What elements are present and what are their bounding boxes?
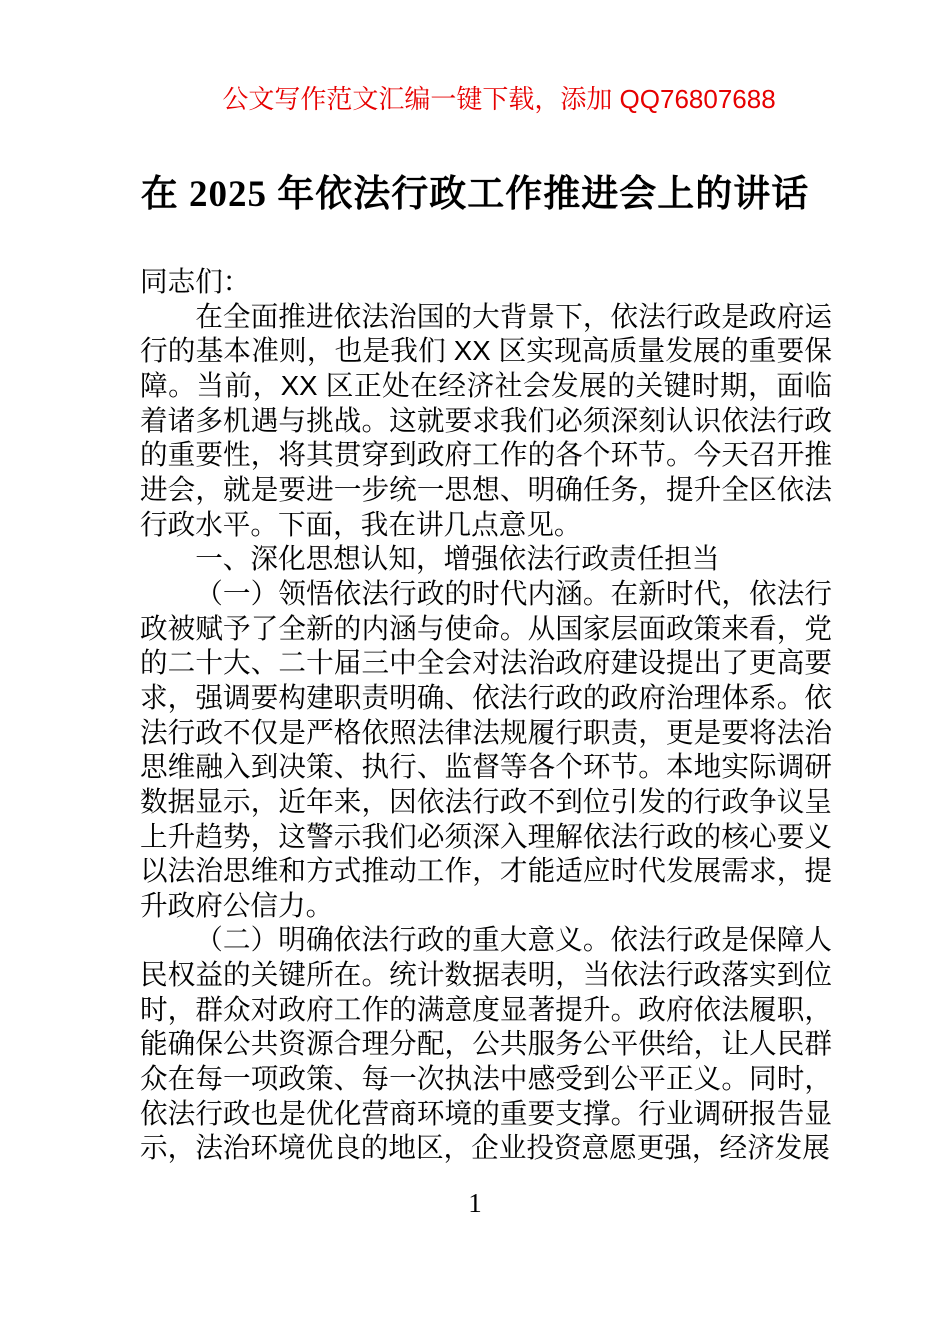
promo-banner-text: 公文写作范文汇编一键下载，添加 QQ76807688 [222,84,776,114]
document-body [140,265,832,1166]
section-heading-1: 一、深化思想认知，增强依法行政责任担当 [195,543,720,575]
paragraph-intro: 在全面推进依法治国的大背景下，依法行政是政府运行的基本准则，也是我们 XX 区实现高质量发展的重要保障。当前，XX 区正处在经济社会发展的关键时期，面临着诸多机遇与挑战。这就要求我们必须深刻认识依法行政的重要性，将其贯穿到政府工作的各个环节。今天召开推进会，就是要进一步统一思想、明确任务，提升全区依法行政水平。下面，我在讲几点意见。 [140,300,832,540]
document-title: 在 2025 年依法行政工作推进会上的讲话 [140,174,810,215]
page-number: 1 [468,1188,482,1218]
salutation: 同志们： [140,266,251,297]
paragraph-subsection-2: （二）明确依法行政的重大意义。依法行政是保障人民权益的关键所在。统计数据表明，当依法行政落实到位时，群众对政府工作的满意度显著提升。政府依法履职，能确保公共资源合理分配，公共服务公平供给，让人民群众在每一项政策、每一次执法中感受到公平正义。同时，依法行政也是优化营商环境的重要支撑。行业调研报告显示，法治环境优良的地区，企业投资意愿更强，经济发展 [140,924,832,1164]
paragraph-subsection-1: （一）领悟依法行政的时代内涵。在新时代，依法行政被赋予了全新的内涵与使命。从国家层面政策来看，党的二十大、二十届三中全会对法治政府建设提出了更高要求，强调要构建职责明确、依法行政的政府治理体系。依法行政不仅是严格依照法律法规履行职责，更是要将法治思维融入到决策、执行、监督等各个环节。本地实际调研数据显示，近年来，因依法行政不到位引发的行政争议呈上升趋势，这警示我们必须深入理解依法行政的核心要义以法治思维和方式推动工作，才能适应时代发展需求，提升政府公信力。 [140,577,832,921]
